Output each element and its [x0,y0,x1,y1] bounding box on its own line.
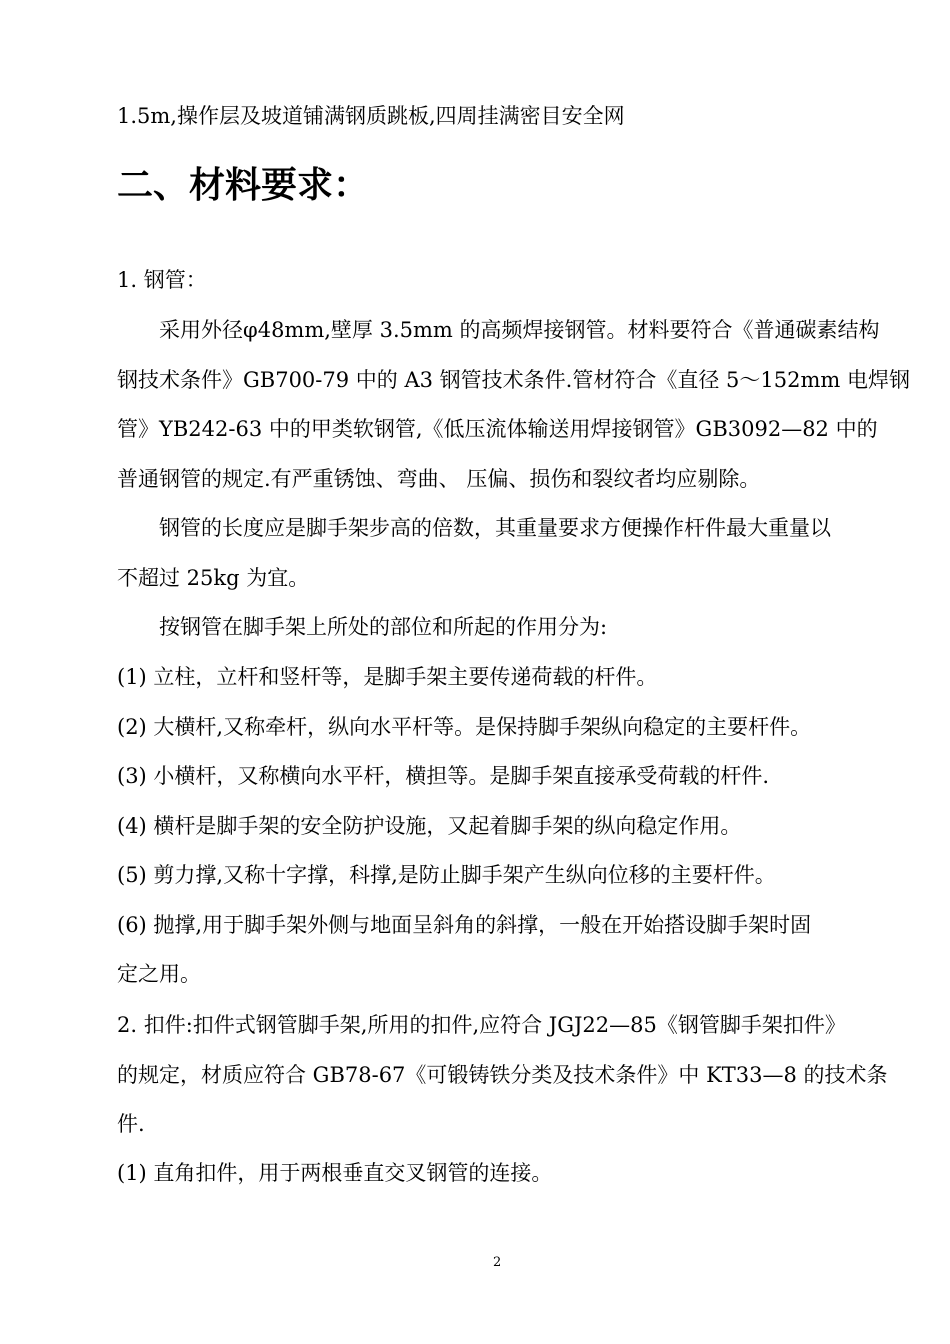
list-item: (4) 横杆是脚手架的安全防护设施，又起着脚手架的纵向稳定作用。 [117,814,742,838]
item1-para2-line1: 钢管的长度应是脚手架步高的倍数，其重量要求方便操作杆件最大重量以 [159,516,831,540]
page-number: 2 [493,1255,502,1270]
list-item: (6) 抛撑,用于脚手架外侧与地面呈斜角的斜撑，一般在开始搭设脚手架时固 [117,913,812,937]
item1-title: 1. 钢管： [117,268,207,292]
item2-line3: 件. [117,1112,145,1136]
item2-line1: 2. 扣件:扣件式钢管脚手架,所用的扣件,应符合 JGJ22—85《钢管脚手架扣件》 [117,1013,846,1037]
section-heading: 二、材料要求： [117,165,370,206]
list-item: (1) 立柱，立杆和竖杆等，是脚手架主要传递荷载的杆件。 [117,665,658,689]
item1-para1-line3: 管》YB242-63 中的甲类软钢管,《低压流体输送用焊接钢管》GB3092—82 中的 [117,417,878,441]
list-item: (2) 大横杆,又称牵杆，纵向水平杆等。是保持脚手架纵向稳定的主要杆件。 [117,715,812,739]
list-item-continuation: 定之用。 [117,962,201,986]
item1-para3: 按钢管在脚手架上所处的部位和所起的作用分为: [159,615,608,639]
continuation-line: 1.5m,操作层及坡道铺满钢质跳板,四周挂满密目安全网 [117,104,625,128]
list-item: (3) 小横杆，又称横向水平杆，横担等。是脚手架直接承受荷载的杆件. [117,764,770,788]
list-item: (5) 剪力撑,又称十字撑，科撑,是防止脚手架产生纵向位移的主要杆件。 [117,863,776,887]
item1-para1-line4: 普通钢管的规定.有严重锈蚀、弯曲、 压偏、损伤和裂纹者均应剔除。 [117,467,761,491]
item1-para1-line2: 钢技术条件》GB700-79 中的 A3 钢管技术条件.管材符合《直径 5～152mm 电焊钢 [117,368,910,392]
item2-line2: 的规定，材质应符合 GB78-67《可锻铸铁分类及技术条件》中 KT33—8 的技术条 [117,1063,888,1087]
item1-para2-line2: 不超过 25kg 为宜。 [117,566,310,590]
item1-para1-line1: 采用外径φ48mm,壁厚 3.5mm 的高频焊接钢管。材料要符合《普通碳素结构 [159,318,880,342]
list-item: (1) 直角扣件，用于两根垂直交叉钢管的连接。 [117,1161,553,1185]
